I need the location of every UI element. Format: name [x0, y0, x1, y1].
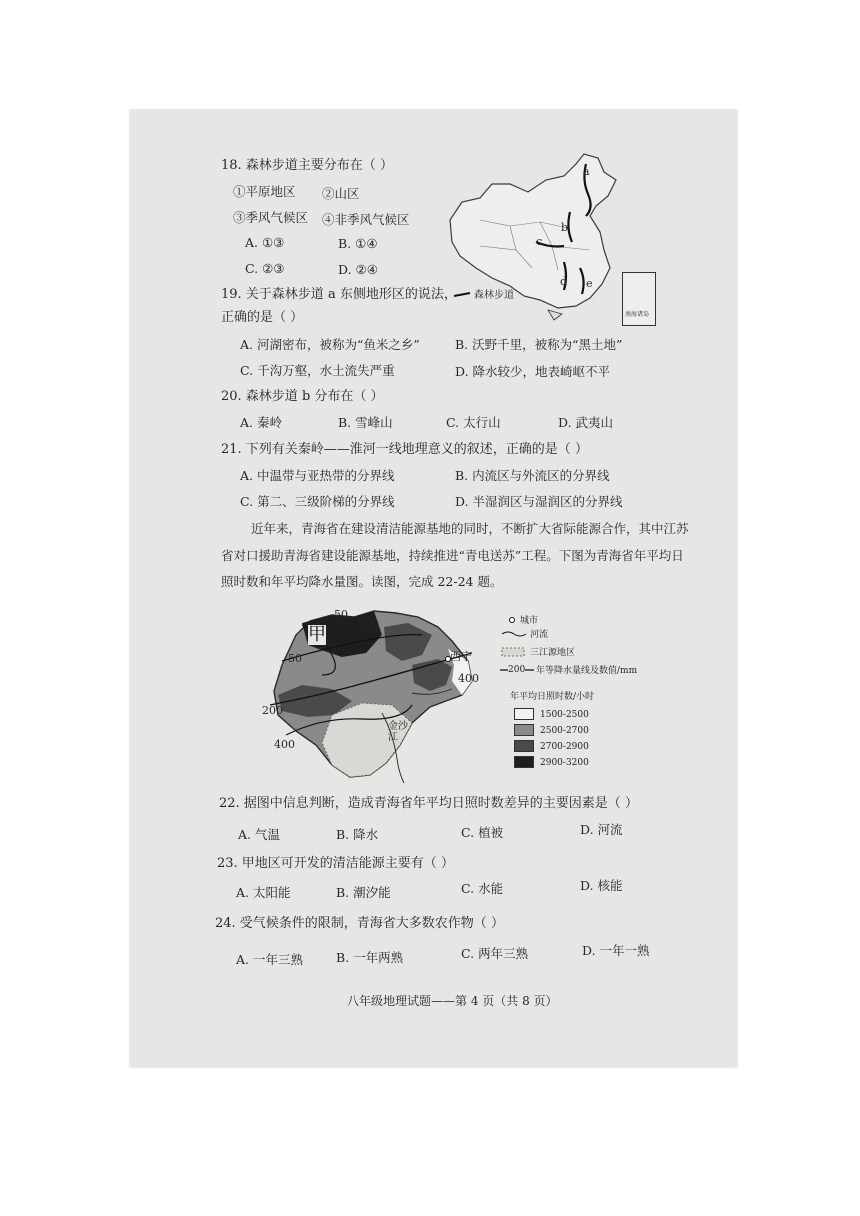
- trail-legend-label: 森林步道: [474, 290, 514, 301]
- region-jia-label: 甲: [308, 624, 326, 645]
- q21-stem: 21. 下列有关秦岭——淮河一线地理意义的叙述，正确的是（ ）: [221, 442, 588, 457]
- trail-label-e: e: [586, 277, 593, 290]
- q18-option-c[interactable]: C. ②③: [245, 261, 285, 276]
- passage-line-1: 近年来，青海省在建设清洁能源基地的同时，不断扩大省际能源合作，其中江苏: [251, 521, 689, 536]
- isoline-label-200-top: 200: [358, 618, 379, 631]
- legend-class-2900-3200: 2900-3200: [540, 758, 589, 768]
- q19-stem-line1: 19. 关于森林步道 a 东侧地形区的说法，: [221, 287, 457, 302]
- q24-option-c[interactable]: C. 两年三熟: [461, 946, 529, 961]
- q19-option-c[interactable]: C. 千沟万壑，水土流失严重: [240, 363, 395, 378]
- isoline-label-50-left: 50: [288, 652, 302, 665]
- legend-isoline-sample: 200: [508, 663, 525, 678]
- q18-statement-1: ①平原地区: [233, 184, 296, 199]
- q23-option-a[interactable]: A. 太阳能: [236, 885, 291, 900]
- q20-option-d[interactable]: D. 武夷山: [558, 415, 614, 430]
- south-sea-inset: [622, 272, 656, 326]
- page-footer: 八年级地理试题——第 4 页（共 8 页）: [347, 994, 558, 1008]
- qinghai-map-legend: [500, 612, 650, 772]
- passage-line-2: 省对口援助青海省建设能源基地，持续推进“青电送苏”工程。下图为青海省年平均日: [221, 548, 684, 563]
- q22-option-c[interactable]: C. 植被: [461, 825, 504, 840]
- legend-swatch-1500-2500: [514, 708, 534, 720]
- trail-label-c: c: [536, 235, 543, 248]
- q19-option-b[interactable]: B. 沃野千里，被称为“黑土地”: [455, 337, 623, 352]
- q21-option-d[interactable]: D. 半湿润区与湿润区的分界线: [455, 494, 623, 509]
- isoline-label-200-left: 200: [262, 704, 283, 717]
- q19-option-d[interactable]: D. 降水较少，地表崎岖不平: [455, 364, 611, 379]
- legend-swatch-2900-3200: [514, 756, 534, 768]
- river-jinsha-label: 金沙江: [388, 721, 408, 743]
- legend-swatch-2500-2700: [514, 724, 534, 736]
- q18-statement-2: ②山区: [322, 186, 360, 201]
- q22-stem: 22. 据图中信息判断，造成青海省年平均日照时数差异的主要因素是（ ）: [219, 796, 638, 811]
- q22-option-a[interactable]: A. 气温: [238, 827, 280, 842]
- q18-statement-3: ③季风气候区: [233, 210, 309, 225]
- trail-label-d: d: [560, 275, 568, 288]
- q23-option-d[interactable]: D. 核能: [580, 878, 623, 893]
- q24-stem: 24. 受气候条件的限制，青海省大多数农作物（ ）: [215, 916, 504, 931]
- q24-option-b[interactable]: B. 一年两熟: [336, 950, 404, 965]
- q23-stem: 23. 甲地区可开发的清洁能源主要有（ ）: [217, 856, 454, 871]
- city-xining-label: 西宁: [450, 650, 472, 663]
- legend-source-region: 三江源地区: [530, 648, 576, 658]
- q21-option-b[interactable]: B. 内流区与外流区的分界线: [455, 468, 610, 483]
- qinghai-map: [262, 605, 492, 785]
- legend-class-2700-2900: 2700-2900: [540, 742, 589, 752]
- legend-class-2500-2700: 2500-2700: [540, 726, 589, 736]
- legend-swatch-2700-2900: [514, 740, 534, 752]
- legend-class-1500-2500: 1500-2500: [540, 710, 589, 720]
- trail-label-b: b: [561, 221, 569, 234]
- isoline-label-50-top: 50: [334, 608, 348, 621]
- q20-option-b[interactable]: B. 雪峰山: [338, 415, 393, 430]
- south-sea-inset-label: 南海诸岛: [625, 311, 650, 318]
- q20-stem: 20. 森林步道 b 分布在（ ）: [221, 389, 384, 404]
- q20-option-a[interactable]: A. 秦岭: [240, 415, 282, 430]
- q20-option-c[interactable]: C. 太行山: [446, 415, 501, 430]
- legend-city: 城市: [520, 616, 539, 626]
- q24-option-d[interactable]: D. 一年一熟: [582, 943, 650, 958]
- q18-option-b[interactable]: B. ①④: [338, 236, 378, 251]
- trail-label-a: a: [583, 165, 590, 178]
- legend-sunshine-title: 年平均日照时数/小时: [510, 692, 595, 702]
- isoline-label-400-right: 400: [458, 672, 479, 685]
- passage-line-3: 照时数和年平均降水量图。读图，完成 22-24 题。: [221, 574, 503, 589]
- legend-isoline: 年等降水量线及数值/mm: [536, 666, 638, 676]
- q24-option-a[interactable]: A. 一年三熟: [236, 952, 303, 967]
- q19-stem-line2: 正确的是（ ）: [221, 310, 304, 325]
- q21-option-a[interactable]: A. 中温带与亚热带的分界线: [240, 468, 395, 483]
- isoline-label-400-left: 400: [274, 738, 295, 751]
- q18-option-d[interactable]: D. ②④: [338, 262, 378, 277]
- q21-option-c[interactable]: C. 第二、三级阶梯的分界线: [240, 494, 395, 509]
- q19-option-a[interactable]: A. 河湖密布，被称为“鱼米之乡”: [240, 337, 420, 352]
- legend-river: 河流: [530, 630, 549, 640]
- q23-option-b[interactable]: B. 潮汐能: [336, 885, 391, 900]
- q18-option-a[interactable]: A. ①③: [245, 235, 285, 250]
- q22-option-b[interactable]: B. 降水: [336, 827, 379, 842]
- q18-stem: 18. 森林步道主要分布在（ ）: [221, 158, 393, 173]
- q18-statement-4: ④非季风气候区: [322, 212, 410, 227]
- q23-option-c[interactable]: C. 水能: [461, 881, 504, 896]
- q22-option-d[interactable]: D. 河流: [580, 822, 623, 837]
